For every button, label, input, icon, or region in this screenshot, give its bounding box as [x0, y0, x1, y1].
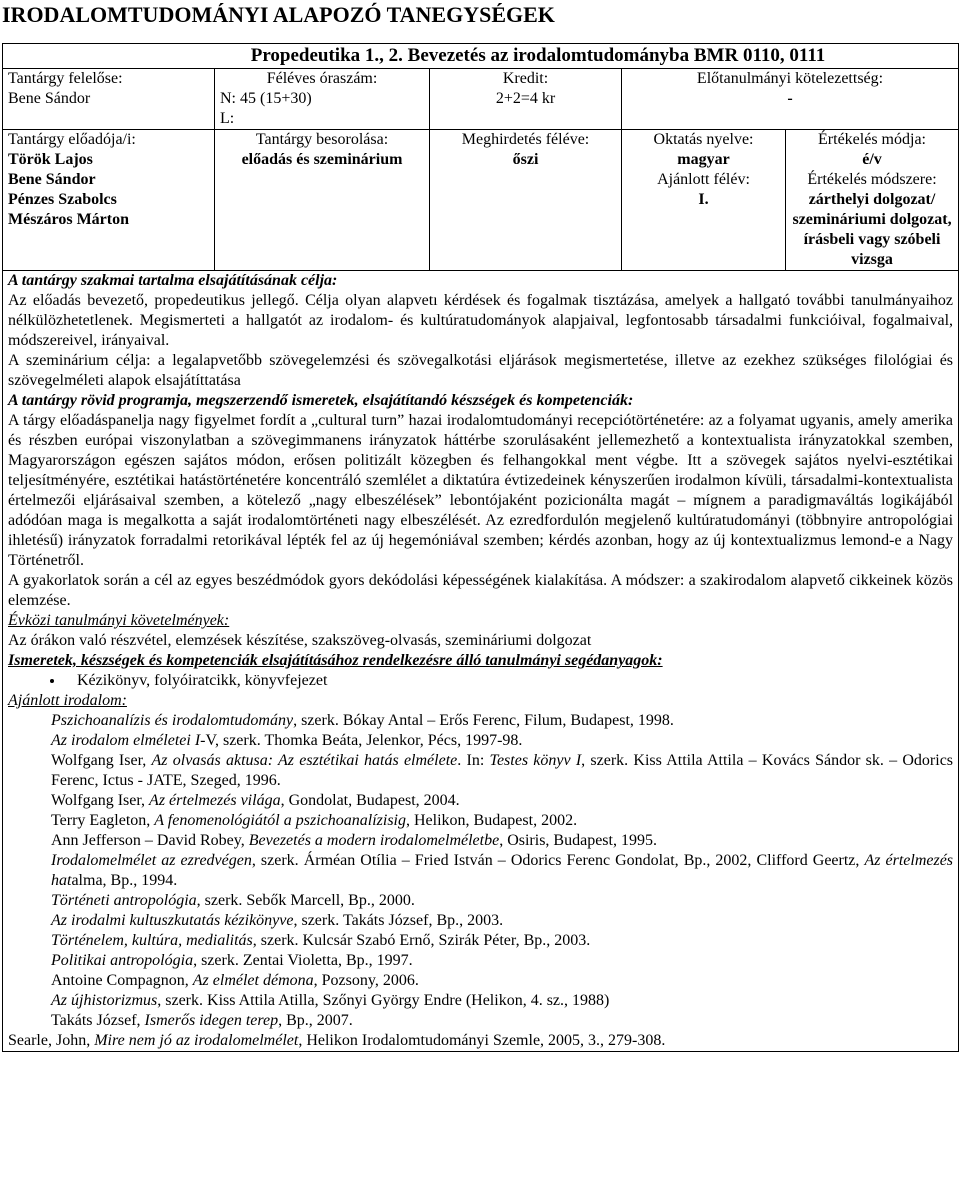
literature-entry-text: , szerk. Sebők Marcell, Bp., 2000.	[196, 892, 415, 909]
semester-value: őszi	[512, 151, 539, 168]
assessment-mode-label: Értékelés módja:	[818, 131, 926, 148]
credit-cell	[430, 69, 622, 130]
literature-entry	[8, 791, 953, 811]
literature-entry-text: , szerk. Zentai Violetta, Bp., 1997.	[193, 952, 413, 969]
aids-heading: Ismeretek, készségek és kompetenciák elsajátításához rendelkezésre álló tanulmányi segédanyagok:	[8, 652, 663, 669]
prereq-label: Előtanulmányi kötelezettség:	[696, 70, 884, 87]
goal-heading: A tantárgy szakmai tartalma elsajátításának célja:	[8, 272, 338, 289]
literature-entry-text: , Gondolat, Budapest, 2004.	[280, 792, 460, 809]
literature-entry-text: Az irodalom elméletei I	[51, 732, 201, 749]
literature-entry-text: , Bp., 2007.	[278, 1012, 353, 1029]
literature-entry-text: Történeti antropológia	[51, 892, 197, 909]
literature-entry-text: Az olvasás aktusa: Az esztétikai hatás elmélete	[151, 752, 458, 769]
recommended-value: I.	[698, 191, 709, 208]
literature-entry-text: , szerk. Árméan Otília – Fried István – Odorics Ferenc Gondolat, Bp., 2002, Clifford Geertz,	[251, 852, 865, 869]
literature-entry	[8, 731, 953, 751]
literature-entry-text: . In:	[457, 752, 490, 769]
literature-list	[8, 711, 953, 1051]
literature-entry	[8, 991, 953, 1011]
subject-sheet-table	[2, 43, 959, 1052]
literature-entry-text: Az értelmezés hat	[51, 852, 954, 889]
literature-entry-text: Az elmélet démona	[192, 972, 314, 989]
assessment-mode-value: é/v	[862, 151, 882, 168]
literature-entry-text: , Osiris, Budapest, 1995.	[499, 832, 657, 849]
literature-entry-text: , Helikon, Budapest, 2002.	[405, 812, 578, 829]
lecturers-label: Tantárgy előadója/i:	[8, 131, 136, 148]
lecturer-name: Török Lajos	[8, 151, 93, 168]
program-paragraph: A tárgy előadáspanelja nagy figyelmet fordít a „cultural turn” hazai irodalomtudományi recepciótörténetére: az a folyamat ugyanis, amely amerika és részben európai viszonylatban a szövegimmanens irányzatok háttérbe szorulásaként jellemezhető a kontextualista irányzatokkal szemben, Magyarországon egészen sajátos módon, erősen politizált közegben és felhangokkal ment végbe. Itt a szövegek sajátos nyelvi-esztétikai teljesítményére, esztétikai hatástörténetére koncentráló szemlélet a diktatúra évtizedeinek kényszerűen irodalmon kívüli, társadalmi-kontextualista értelmezői eljárásaival szemben, a kötelező „nagy elbeszélések” lebontójaként pozicionálta magát – mígnem a paradigmaváltás logikájából adódóan maga is megalkotta a saját irodalomtörténeti nagy elbeszélését. Az ezredfordulón megjelenő kultúratudományi (többnyire antropológiai ihletésű) irányzatok forradalmi retorikával lépték fel az új hegemóniával szemben; kérdés azonban, hogy az új kontextualizmus lemond-e a Nagy Történetről.	[8, 412, 954, 569]
literature-entry-text: Irodalomelmélet az ezredvégen	[51, 852, 252, 869]
literature-entry	[8, 911, 953, 931]
literature-entry	[8, 931, 953, 951]
literature-entry-text: Pszichoanalízis és irodalomtudomány	[51, 712, 294, 729]
literature-entry-text: , szerk. Bókay Antal – Erős Ferenc, Filum, Budapest, 1998.	[293, 712, 674, 729]
literature-entry-text: A fenomenológiától a pszichoanalízisig	[154, 812, 406, 829]
literature-entry-text: Searle, John,	[8, 1032, 95, 1049]
lecturers-cell	[3, 130, 215, 271]
literature-entry-text: Ismerős idegen terep	[144, 1012, 279, 1029]
literature-entry-text: Ann Jefferson – David Robey,	[51, 832, 249, 849]
lecturer-name: Bene Sándor	[8, 171, 96, 188]
literature-entry-text: Az újhistorizmus	[51, 992, 158, 1009]
literature-entry	[8, 851, 953, 891]
literature-entry-text: Politikai antropológia	[51, 952, 194, 969]
literature-entry	[8, 751, 953, 791]
literature-entry-text: , szerk. Takáts József, Bp., 2003.	[293, 912, 504, 929]
literature-entry-text: Történelem, kultúra, medialitás	[51, 932, 253, 949]
literature-entry-text: Bevezetés a modern irodalomelméletbe	[248, 832, 500, 849]
literature-entry-text: Az irodalmi kultuszkutatás kézikönyve	[51, 912, 294, 929]
responsible-value: Bene Sándor	[8, 90, 91, 107]
responsible-label: Tantárgy felelőse:	[8, 70, 123, 87]
literature-entry-text: Az értelmezés világa	[149, 792, 281, 809]
literature-entry-text: Testes könyv I	[489, 752, 582, 769]
requirements-heading: Évközi tanulmányi követelmények:	[8, 612, 230, 629]
literature-entry	[8, 711, 953, 731]
literature-entry-text: Takáts József,	[51, 1012, 145, 1029]
language-label: Oktatás nyelve:	[653, 131, 754, 148]
assessment-method-label: Értékelés módszere:	[807, 171, 937, 188]
literature-entry-text: Mire nem jó az irodalomelmélet	[94, 1032, 299, 1049]
aids-item: • Kézikönyv, folyóiratcikk, könyvfejezet	[65, 671, 953, 691]
semester-cell	[430, 130, 622, 271]
literature-entry-text: , szerk. Kiss Attila Atilla, Szőnyi György Endre (Helikon, 4. sz., 1988)	[157, 992, 610, 1009]
literature-entry	[8, 891, 953, 911]
subject-title: Propedeutika 1., 2. Bevezetés az irodalomtudományba BMR 0110, 0111	[3, 44, 959, 69]
recommended-label: Ajánlott félév:	[657, 171, 750, 188]
content-cell	[3, 271, 959, 1052]
language-cell	[622, 130, 786, 271]
literature-entry-text: , Helikon Irodalomtudományi Szemle, 2005, 3., 279-308.	[298, 1032, 666, 1049]
responsible-cell	[3, 69, 215, 130]
credit-value: 2+2=4 kr	[495, 90, 556, 107]
literature-entry	[8, 811, 953, 831]
prereq-cell	[622, 69, 959, 130]
program-paragraph: A gyakorlatok során a cél az egyes beszédmódok gyors dekódolási képességének kialakítása. A módszer: a szakirodalom alapvető cikkeinek közös elemzése.	[8, 572, 954, 609]
classification-cell	[215, 130, 430, 271]
classification-value: előadás és szeminárium	[241, 151, 403, 168]
literature-entry	[8, 1011, 953, 1031]
hours-l: L:	[220, 110, 235, 127]
goal-paragraph: Az előadás bevezető, propedeutikus jellegő. Célja olyan alapvetı kérdések és fogalmak tisztázása, amelyek a hallgató további tanulmányaihoz nélkülözhetetlenek. Megismerteti a hallgatót az irodalom- és kultúratudományok alapjaival, legfontosabb társadalmi funkcióival, fogalmaival, módszereivel, irányaival.	[8, 292, 954, 349]
literature-entry-text: alma, Bp., 1994.	[71, 872, 178, 889]
literature-heading: Ajánlott irodalom:	[8, 692, 127, 709]
semester-label: Meghirdetés féléve:	[461, 131, 590, 148]
literature-entry-text: , szerk. Kulcsár Szabó Ernő, Szirák Péter, Bp., 2003.	[252, 932, 591, 949]
assessment-cell	[786, 130, 959, 271]
page-title: IRODALOMTUDOMÁNYI ALAPOZÓ TANEGYSÉGEK	[2, 2, 555, 27]
aids-list	[8, 671, 953, 691]
program-heading: A tantárgy rövid programja, megszerzendő ismeretek, elsajátítandó készségek és kompetenciák:	[8, 392, 634, 409]
literature-entry-text: Wolfgang Iser,	[51, 752, 152, 769]
literature-entry-text: , Pozsony, 2006.	[313, 972, 419, 989]
language-value: magyar	[677, 151, 730, 168]
literature-entry-text: Terry Eagleton,	[51, 812, 155, 829]
credit-label: Kredit:	[502, 70, 549, 87]
literature-entry-text: Wolfgang Iser,	[51, 792, 150, 809]
hours-cell	[215, 69, 430, 130]
requirements-text: Az órákon való részvétel, elemzések készítése, szakszöveg-olvasás, szemináriumi dolgozat	[8, 632, 592, 649]
lecturer-name: Pénzes Szabolcs	[8, 191, 117, 208]
literature-entry	[8, 971, 953, 991]
literature-entry	[8, 831, 953, 851]
hours-label: Féléves óraszám:	[266, 70, 378, 87]
literature-entry-text: -V, szerk. Thomka Beáta, Jelenkor, Pécs, 1997-98.	[200, 732, 523, 749]
assessment-method-value: zárthelyi dolgozat/ szemináriumi dolgozat, írásbeli vagy szóbeli vizsga	[792, 191, 952, 268]
literature-entry-text: Antoine Compagnon,	[51, 972, 193, 989]
prereq-value: -	[787, 90, 793, 107]
hours-n: N: 45 (15+30)	[220, 90, 312, 107]
lecturer-name: Mészáros Márton	[8, 211, 129, 228]
literature-entry	[8, 951, 953, 971]
literature-entry-text: , szerk. Kiss Attila Attila – Kovács Sándor sk. – Odorics Ferenc, Ictus - JATE, Szeged, 1996.	[51, 752, 954, 789]
classification-label: Tantárgy besorolása:	[255, 131, 389, 148]
literature-entry	[8, 1031, 953, 1051]
goal-paragraph: A szeminárium célja: a legalapvetőbb szövegelemzési és szövegalkotási eljárások megismertetése, illetve az ezekhez szükséges filológiai és szövegelméleti alapok elsajátíttatása	[8, 352, 954, 389]
